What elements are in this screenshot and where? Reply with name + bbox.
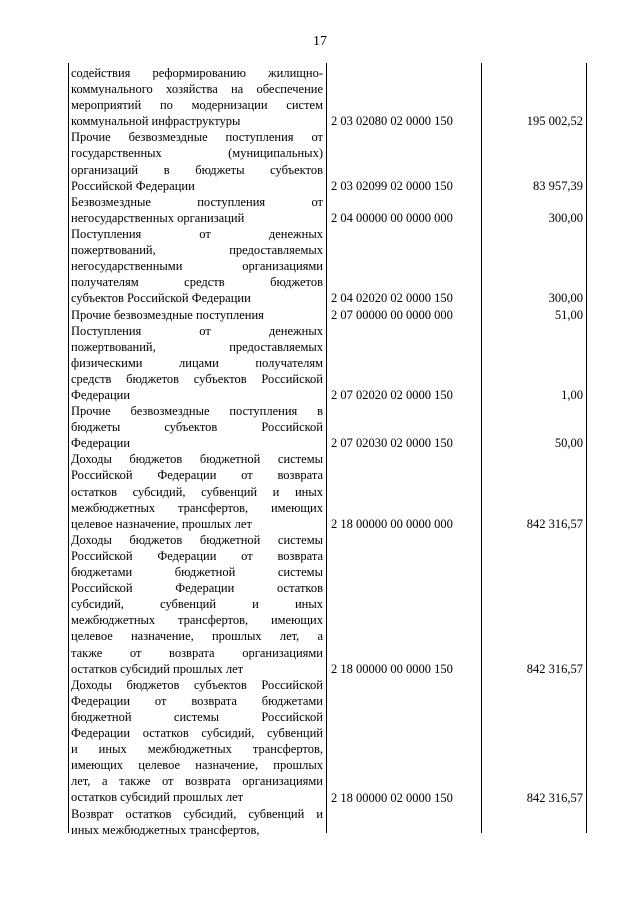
table-row (69, 677, 586, 806)
row-name-line: пожертвований, предоставляемых (71, 243, 323, 258)
row-name (71, 532, 323, 677)
row-amount: 51,00 (554, 307, 583, 322)
table-row (69, 194, 586, 226)
page-number: 17 (313, 34, 327, 49)
row-name-line: получателям средств бюджетов (71, 275, 323, 290)
row-name-line: средств бюджетов субъектов Российской (71, 371, 323, 386)
row-name-line: целевое назначение, прошлых лет, а (71, 629, 323, 644)
table-row (69, 226, 586, 307)
row-name-line: Российской Федерации остатков (71, 581, 323, 596)
row-name-line: Федерации (71, 436, 131, 451)
row-name-line: Федерации (71, 387, 131, 402)
row-name-line: коммунального хозяйства на обеспечение (71, 82, 323, 97)
row-name-line: остатков субсидий прошлых лет (71, 661, 244, 676)
table-row (69, 129, 586, 193)
row-name (71, 194, 323, 226)
row-code: 2 07 02020 02 0000 150 (331, 388, 453, 402)
row-code: 2 18 00000 02 0000 150 (331, 790, 453, 805)
row-name-line: межбюджетных трансфертов, имеющих (71, 500, 323, 515)
row-name-line: Прочие безвозмездные поступления (71, 307, 264, 322)
row-name-line: субъектов Российской Федерации (71, 291, 251, 306)
row-name (71, 65, 323, 129)
row-name-line: имеющих целевое назначение, прошлых (71, 758, 323, 773)
row-name-line: физическими лицами получателям (71, 355, 323, 370)
row-name (71, 307, 323, 323)
row-name-line: негосударственными организациями (71, 259, 323, 274)
row-name-line: субсидий, субвенций и иных (71, 597, 323, 612)
row-name-line: Безвозмездные поступления от (71, 194, 323, 209)
row-name-line: Российской Федерации от возврата (71, 548, 323, 563)
table-row (69, 806, 586, 838)
row-name (71, 226, 323, 306)
row-name-line: содействия реформированию жилищно- (71, 66, 323, 80)
row-name (71, 451, 323, 531)
row-name-line: бюджетной системы Российской (71, 709, 323, 724)
row-name-line: Поступления от денежных (71, 323, 323, 338)
row-name-line: Российской Федерации (71, 178, 195, 193)
row-name-line: Федерации от возврата бюджетами (71, 693, 323, 708)
row-name-line: Прочие безвозмездные поступления в (71, 404, 323, 419)
row-name (71, 677, 323, 806)
row-amount: 1,00 (561, 388, 583, 402)
row-code: 2 04 00000 00 0000 000 (331, 210, 453, 225)
row-amount: 83 957,39 (533, 178, 583, 193)
row-name-line: Доходы бюджетов субъектов Российской (71, 677, 323, 692)
row-name-line: организаций в бюджеты субъектов (71, 162, 323, 177)
row-name-line: остатков субсидий, субвенций и иных (71, 484, 323, 499)
row-name-line: Доходы бюджетов бюджетной системы (71, 532, 323, 547)
row-name-line: остатков субсидий прошлых лет (71, 790, 244, 805)
row-name-line: Прочие безвозмездные поступления от (71, 130, 323, 145)
row-name (71, 323, 323, 403)
row-code: 2 18 00000 00 0000 150 (331, 661, 453, 676)
row-name (71, 806, 323, 838)
row-name (71, 129, 323, 193)
table-row (69, 451, 586, 532)
row-name-line: также от возврата организациями (71, 645, 323, 660)
row-name-line: целевое назначение, прошлых лет (71, 516, 252, 531)
table-row (69, 532, 586, 677)
row-amount: 842 316,57 (526, 661, 583, 676)
table-row (69, 307, 586, 323)
row-name-line: бюджеты субъектов Российской (71, 420, 323, 435)
row-name (71, 403, 323, 451)
row-amount: 842 316,57 (526, 790, 583, 805)
row-amount: 50,00 (554, 436, 583, 451)
row-name-line: Доходы бюджетов бюджетной системы (71, 452, 323, 467)
row-amount: 195 002,52 (526, 114, 583, 129)
row-name-line: коммунальной инфраструктуры (71, 114, 241, 129)
table-row (69, 403, 586, 451)
row-code: 2 07 02030 02 0000 150 (331, 436, 453, 451)
row-code: 2 04 02020 02 0000 150 (331, 291, 453, 306)
row-name-line: негосударственных организаций (71, 210, 245, 225)
row-name-line: иных межбюджетных трансфертов, (71, 822, 260, 837)
row-name-line: и иных межбюджетных трансфертов, (71, 742, 323, 757)
row-name-line: межбюджетных трансфертов, имеющих (71, 613, 323, 628)
row-name-line: Федерации остатков субсидий, субвенций (71, 726, 323, 741)
row-name-line: пожертвований, предоставляемых (71, 339, 323, 354)
row-name-line: лет, а также от возврата организациями (71, 774, 323, 789)
row-name-line: Поступления от денежных (71, 227, 323, 241)
row-amount: 300,00 (548, 210, 583, 225)
table-row (69, 65, 586, 129)
row-name-line: Российской Федерации от возврата (71, 468, 323, 483)
row-amount: 300,00 (548, 291, 583, 306)
row-amount: 842 316,57 (526, 516, 583, 531)
row-name-line: Возврат остатков субсидий, субвенций и (71, 806, 323, 821)
row-name-line: мероприятий по модернизации систем (71, 98, 323, 113)
row-code: 2 07 00000 00 0000 000 (331, 307, 453, 322)
row-name-line: бюджетами бюджетной системы (71, 565, 323, 580)
table-row (69, 323, 586, 404)
row-code: 2 03 02080 02 0000 150 (331, 114, 453, 129)
row-name-line: государственных (муниципальных) (71, 146, 323, 161)
revenue-table (68, 63, 587, 837)
row-code: 2 03 02099 02 0000 150 (331, 178, 453, 193)
row-code: 2 18 00000 00 0000 000 (331, 516, 453, 531)
